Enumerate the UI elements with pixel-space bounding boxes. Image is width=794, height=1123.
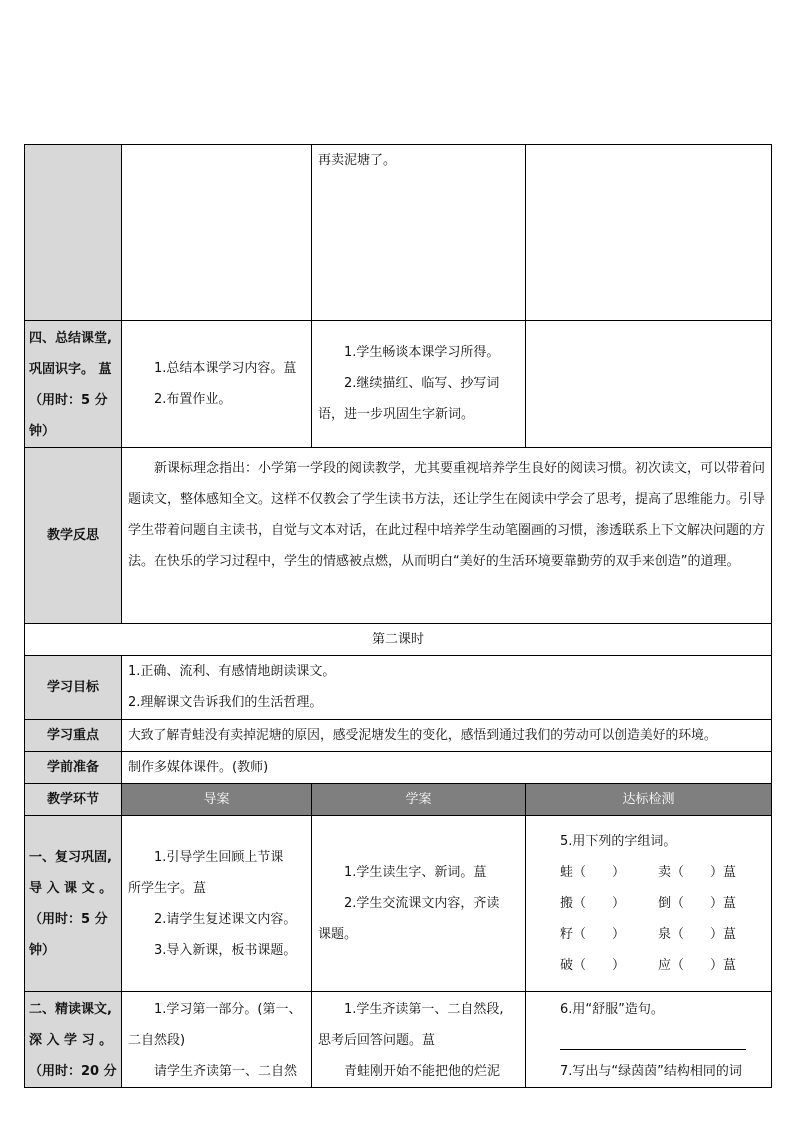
stage-label-line: 四、总结课堂, — [29, 331, 112, 346]
check-cell-summary — [526, 321, 772, 448]
guide-line: 2.请学生复述课文内容。 — [154, 912, 297, 927]
study-line: 课题。 — [318, 927, 358, 942]
table-row-reflection — [25, 448, 772, 624]
study-line: 思考后回答问题。蒀 — [318, 1033, 436, 1048]
guide-line: 1.学习第一部分。(第一、 — [154, 1002, 302, 1017]
stage-cell-review — [25, 816, 122, 992]
stage-label-line: 钟） — [29, 943, 56, 958]
lesson-plan-table — [24, 144, 772, 1088]
guide-cell-summary — [122, 321, 312, 448]
word-item: 籽（ ） — [560, 927, 626, 942]
stage-label-line: 钟） — [29, 424, 56, 439]
table-row-summary — [25, 321, 772, 448]
header-guide: 导案 — [122, 784, 312, 816]
guide-cell-review — [122, 816, 312, 992]
prep-text: 制作多媒体课件。(教师) — [122, 752, 772, 784]
check-cell-review — [526, 816, 772, 992]
goals-label: 学习目标 — [25, 656, 122, 720]
study-line: 1.学生畅谈本课学习所得。 — [344, 345, 500, 360]
table-row-focus — [25, 720, 772, 752]
study-line: 1.学生齐读第一、二自然段, — [344, 1002, 504, 1017]
table-row-close-reading — [25, 992, 772, 1088]
section-title: 第二课时 — [25, 624, 772, 656]
check-cell-read — [526, 992, 772, 1088]
prep-label: 学前准备 — [25, 752, 122, 784]
stage-label-line: 深 入 学 习 。 — [29, 1033, 113, 1048]
check-cell-empty — [526, 145, 772, 321]
word-item: 蛙（ ） — [560, 865, 626, 880]
stage-label-line: 巩固识字。 蒀 — [29, 362, 112, 377]
word-item: 卖（ ）蒀 — [658, 865, 737, 880]
study-cell-summary — [312, 321, 526, 448]
guide-line: 请学生齐读第一、二自然 — [154, 1064, 298, 1079]
stage-label-line: 导 入 课 文 。 — [29, 881, 113, 896]
table-header-row — [25, 784, 772, 816]
study-cell-review — [312, 816, 526, 992]
table-row-continued — [25, 145, 772, 321]
study-line: 语，进一步巩固生字新词。 — [318, 407, 475, 422]
table-row-review — [25, 816, 772, 992]
stage-cell-read — [25, 992, 122, 1088]
table-row-prep — [25, 752, 772, 784]
stage-label-line: （用时：5 分 — [29, 393, 108, 408]
word-item: 搬（ ） — [560, 896, 626, 911]
header-study: 学案 — [312, 784, 526, 816]
focus-text: 大致了解青蛙没有卖掉泥塘的原因，感受泥塘发生的变化，感悟到通过我们的劳动可以创造美好的环境。 — [122, 720, 772, 752]
guide-cell-read — [122, 992, 312, 1088]
goal-item: 2.理解课文告诉我们的生活哲理。 — [128, 695, 323, 710]
focus-label: 学习重点 — [25, 720, 122, 752]
check-line: 6.用“舒服”造句。 — [560, 1002, 664, 1017]
study-line: 1.学生读生字、新词。蒀 — [344, 865, 487, 880]
answer-blank-line — [560, 1029, 746, 1050]
reflection-cell — [122, 448, 772, 624]
goal-item: 1.正确、流利、有感情地朗读课文。 — [128, 664, 336, 679]
check-line: 7.写出与“绿茵茵”结构相同的词 — [560, 1064, 742, 1079]
check-title: 5.用下列的字组词。 — [560, 834, 677, 849]
word-item: 应（ ）蒀 — [658, 958, 737, 973]
guide-cell-empty — [122, 145, 312, 321]
study-line: 2.继续描红、临写、抄写词 — [344, 376, 500, 391]
guide-line: 1.总结本课学习内容。蒀 — [154, 361, 297, 376]
table-row-section-title — [25, 624, 772, 656]
study-line: 2.学生交流课文内容，齐读 — [344, 896, 500, 911]
reflection-label: 教学反思 — [25, 448, 122, 624]
study-text: 再卖泥塘了。 — [318, 153, 397, 168]
word-item: 破（ ） — [560, 958, 626, 973]
stage-label-line: 二、精读课文, — [29, 1002, 112, 1017]
guide-line: 二自然段) — [128, 1033, 186, 1048]
study-cell-read — [312, 992, 526, 1088]
stage-label-line: 一、复习巩固, — [29, 850, 112, 865]
header-stage: 教学环节 — [25, 784, 122, 816]
guide-line: 2.布置作业。 — [154, 392, 232, 407]
stage-cell-empty — [25, 145, 122, 321]
word-item: 倒（ ）蒀 — [658, 896, 737, 911]
reflection-text: 新课标理念指出：小学第一学段的阅读教学，尤其要重视培养学生良好的阅读习惯。初次读文，可以带着问题读文，整体感知全文。这样不仅教会了学生读书方法，还让学生在阅读中学会了思考，提高了思维能力。引导学生带着问题自主读书，自觉与文本对话，在此过程中培养学生动笔圈画的习惯，渗透联系上下文解决问题的方法。在快乐的学习过程中，学生的情感被点燃，从而明白“美好的生活环境要靠勤劳的双手来创造”的道理。 — [128, 461, 766, 569]
table-row-goals — [25, 656, 772, 720]
word-item: 泉（ ）蒀 — [658, 927, 737, 942]
stage-cell-summary — [25, 321, 122, 448]
stage-label-line: （用时：20 分 — [29, 1064, 117, 1079]
guide-line: 3.导入新课，板书课题。 — [154, 943, 297, 958]
guide-line: 1.引导学生回顾上节课 — [154, 850, 284, 865]
study-line: 青蛙刚开始不能把他的烂泥 — [344, 1064, 501, 1079]
goals-cell — [122, 656, 772, 720]
study-cell — [312, 145, 526, 321]
stage-label-line: （用时：5 分 — [29, 912, 108, 927]
header-check: 达标检测 — [526, 784, 772, 816]
word-grid — [560, 857, 765, 981]
guide-line: 所学生字。蒀 — [128, 881, 207, 896]
